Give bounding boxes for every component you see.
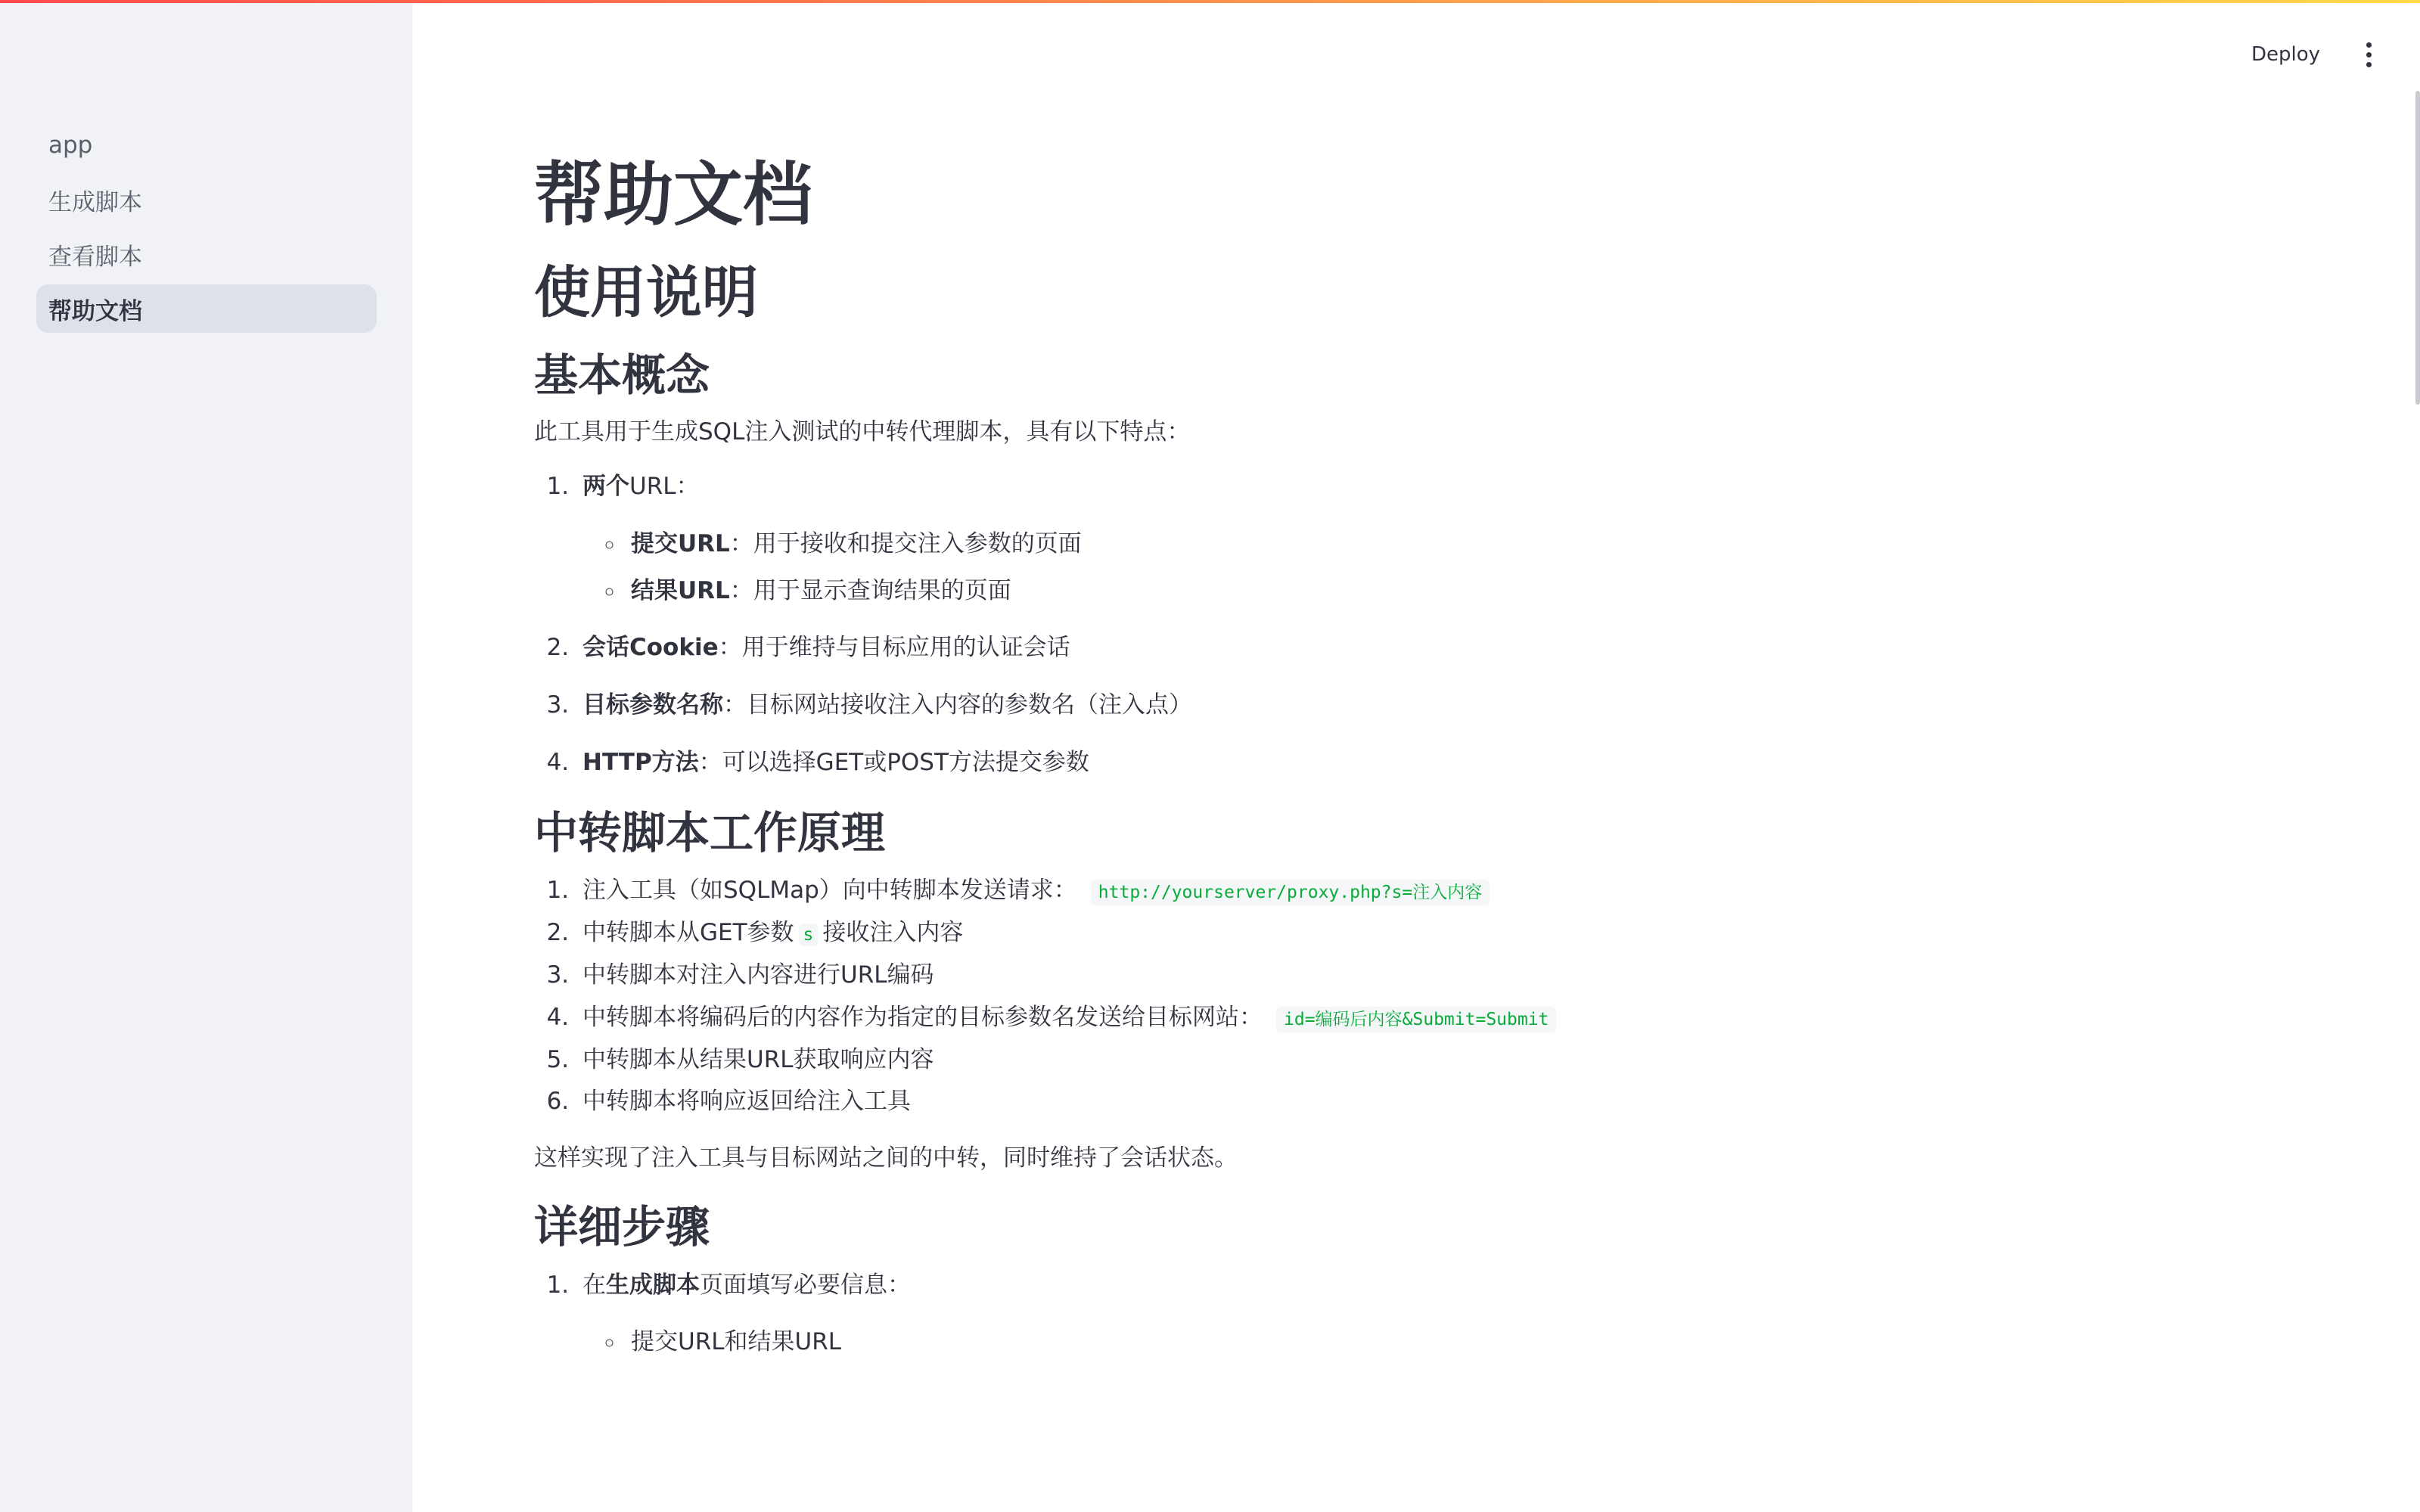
sidebar: [0, 0, 412, 1512]
deploy-button[interactable]: Deploy: [2242, 37, 2329, 72]
step-text: 中转脚本将响应返回给注入工具: [582, 1088, 911, 1116]
sub-text: ：用于接收和提交注入参数的页面: [729, 529, 1082, 557]
list-item: [576, 1265, 2274, 1365]
list-item: ◦ 提交URL和结果URL: [625, 1321, 2274, 1364]
sidebar-item-label: 生成脚本: [48, 188, 142, 216]
feature-text: URL：: [629, 473, 700, 501]
list-item: [576, 742, 2274, 784]
feature-text: ：用于维持与目标应用的认证会话: [718, 634, 1070, 662]
sub-bold: 提交URL: [631, 529, 730, 557]
inline-code: id=编码后内容&Submit=Submit: [1276, 1007, 1556, 1032]
sidebar-item-view-script[interactable]: [36, 230, 377, 278]
step-text: 接收注入内容: [822, 919, 964, 947]
step-text: 在: [582, 1271, 606, 1299]
main-content: [534, 151, 2274, 1368]
sidebar-item-generate-script[interactable]: [36, 175, 377, 224]
header-actions: [2242, 36, 2378, 73]
scrollbar-thumb[interactable]: [2415, 91, 2420, 405]
detailed-steps-heading: 详细步骤: [534, 1200, 710, 1253]
inline-code: s: [799, 924, 819, 946]
list-item: [576, 466, 2274, 612]
sidebar-item-label: 帮助文档: [48, 297, 142, 325]
feature-bold: 两个: [582, 473, 629, 501]
feature-text: ：目标网站接收注入内容的参数名（注入点）: [723, 691, 1192, 719]
step-text: 中转脚本对注入内容进行URL编码: [582, 961, 934, 989]
step-text: 页面填写必要信息：: [700, 1271, 911, 1299]
section-usage-heading: 使用说明: [534, 260, 758, 325]
list-item: [576, 685, 2274, 727]
list-item: [576, 997, 2274, 1039]
features-list: [534, 466, 2274, 784]
principle-heading: 中转脚本工作原理: [534, 806, 886, 858]
feature-bold: 会话Cookie: [582, 634, 719, 662]
list-item: [625, 523, 2274, 566]
sub-text: ：用于显示查询结果的页面: [729, 576, 1011, 604]
inline-code: http://yourserver/proxy.php?s=注入内容: [1091, 880, 1490, 905]
list-item: [576, 1081, 2274, 1123]
sidebar-item-label: app: [48, 132, 93, 159]
list-item: [576, 955, 2274, 997]
detailed-steps-list: [534, 1265, 2274, 1365]
step-bold: 生成脚本: [606, 1271, 700, 1299]
list-item: [576, 870, 2274, 912]
step-text: 注入工具（如SQLMap）向中转脚本发送请求：: [582, 877, 1077, 905]
basic-concepts-intro: 此工具用于生成SQL注入测试的中转代理脚本，具有以下特点：: [534, 418, 1191, 446]
url-sublist: [582, 523, 2274, 613]
basic-concepts-heading: 基本概念: [534, 349, 710, 401]
sidebar-item-label: 查看脚本: [48, 243, 142, 271]
principle-summary: 这样实现了注入工具与目标网站之间的中转，同时维持了会话状态。: [534, 1144, 1238, 1172]
sub-bold: 结果URL: [631, 576, 730, 604]
step-text: 中转脚本将编码后的内容作为指定的目标参数名发送给目标网站：: [582, 1003, 1263, 1031]
detailed-sublist: [582, 1321, 2274, 1364]
list-item: [576, 1039, 2274, 1082]
feature-bold: HTTP方法: [582, 749, 699, 777]
list-item: [576, 627, 2274, 669]
sidebar-item-app[interactable]: [36, 121, 377, 169]
sidebar-nav: [36, 121, 377, 339]
step-text: 中转脚本从结果URL获取响应内容: [582, 1045, 934, 1073]
top-decoration-bar: [0, 0, 2420, 3]
vertical-ellipsis-icon[interactable]: [2359, 36, 2378, 73]
list-item: [625, 570, 2274, 613]
principle-steps-list: [534, 870, 2274, 1123]
step-text: 中转脚本从GET参数: [582, 919, 794, 947]
feature-bold: 目标参数名称: [582, 691, 723, 719]
page-title: 帮助文档: [534, 154, 813, 235]
list-item: [576, 912, 2274, 955]
sidebar-item-help-docs[interactable]: [36, 284, 377, 333]
feature-text: ：可以选择GET或POST方法提交参数: [698, 749, 1089, 777]
